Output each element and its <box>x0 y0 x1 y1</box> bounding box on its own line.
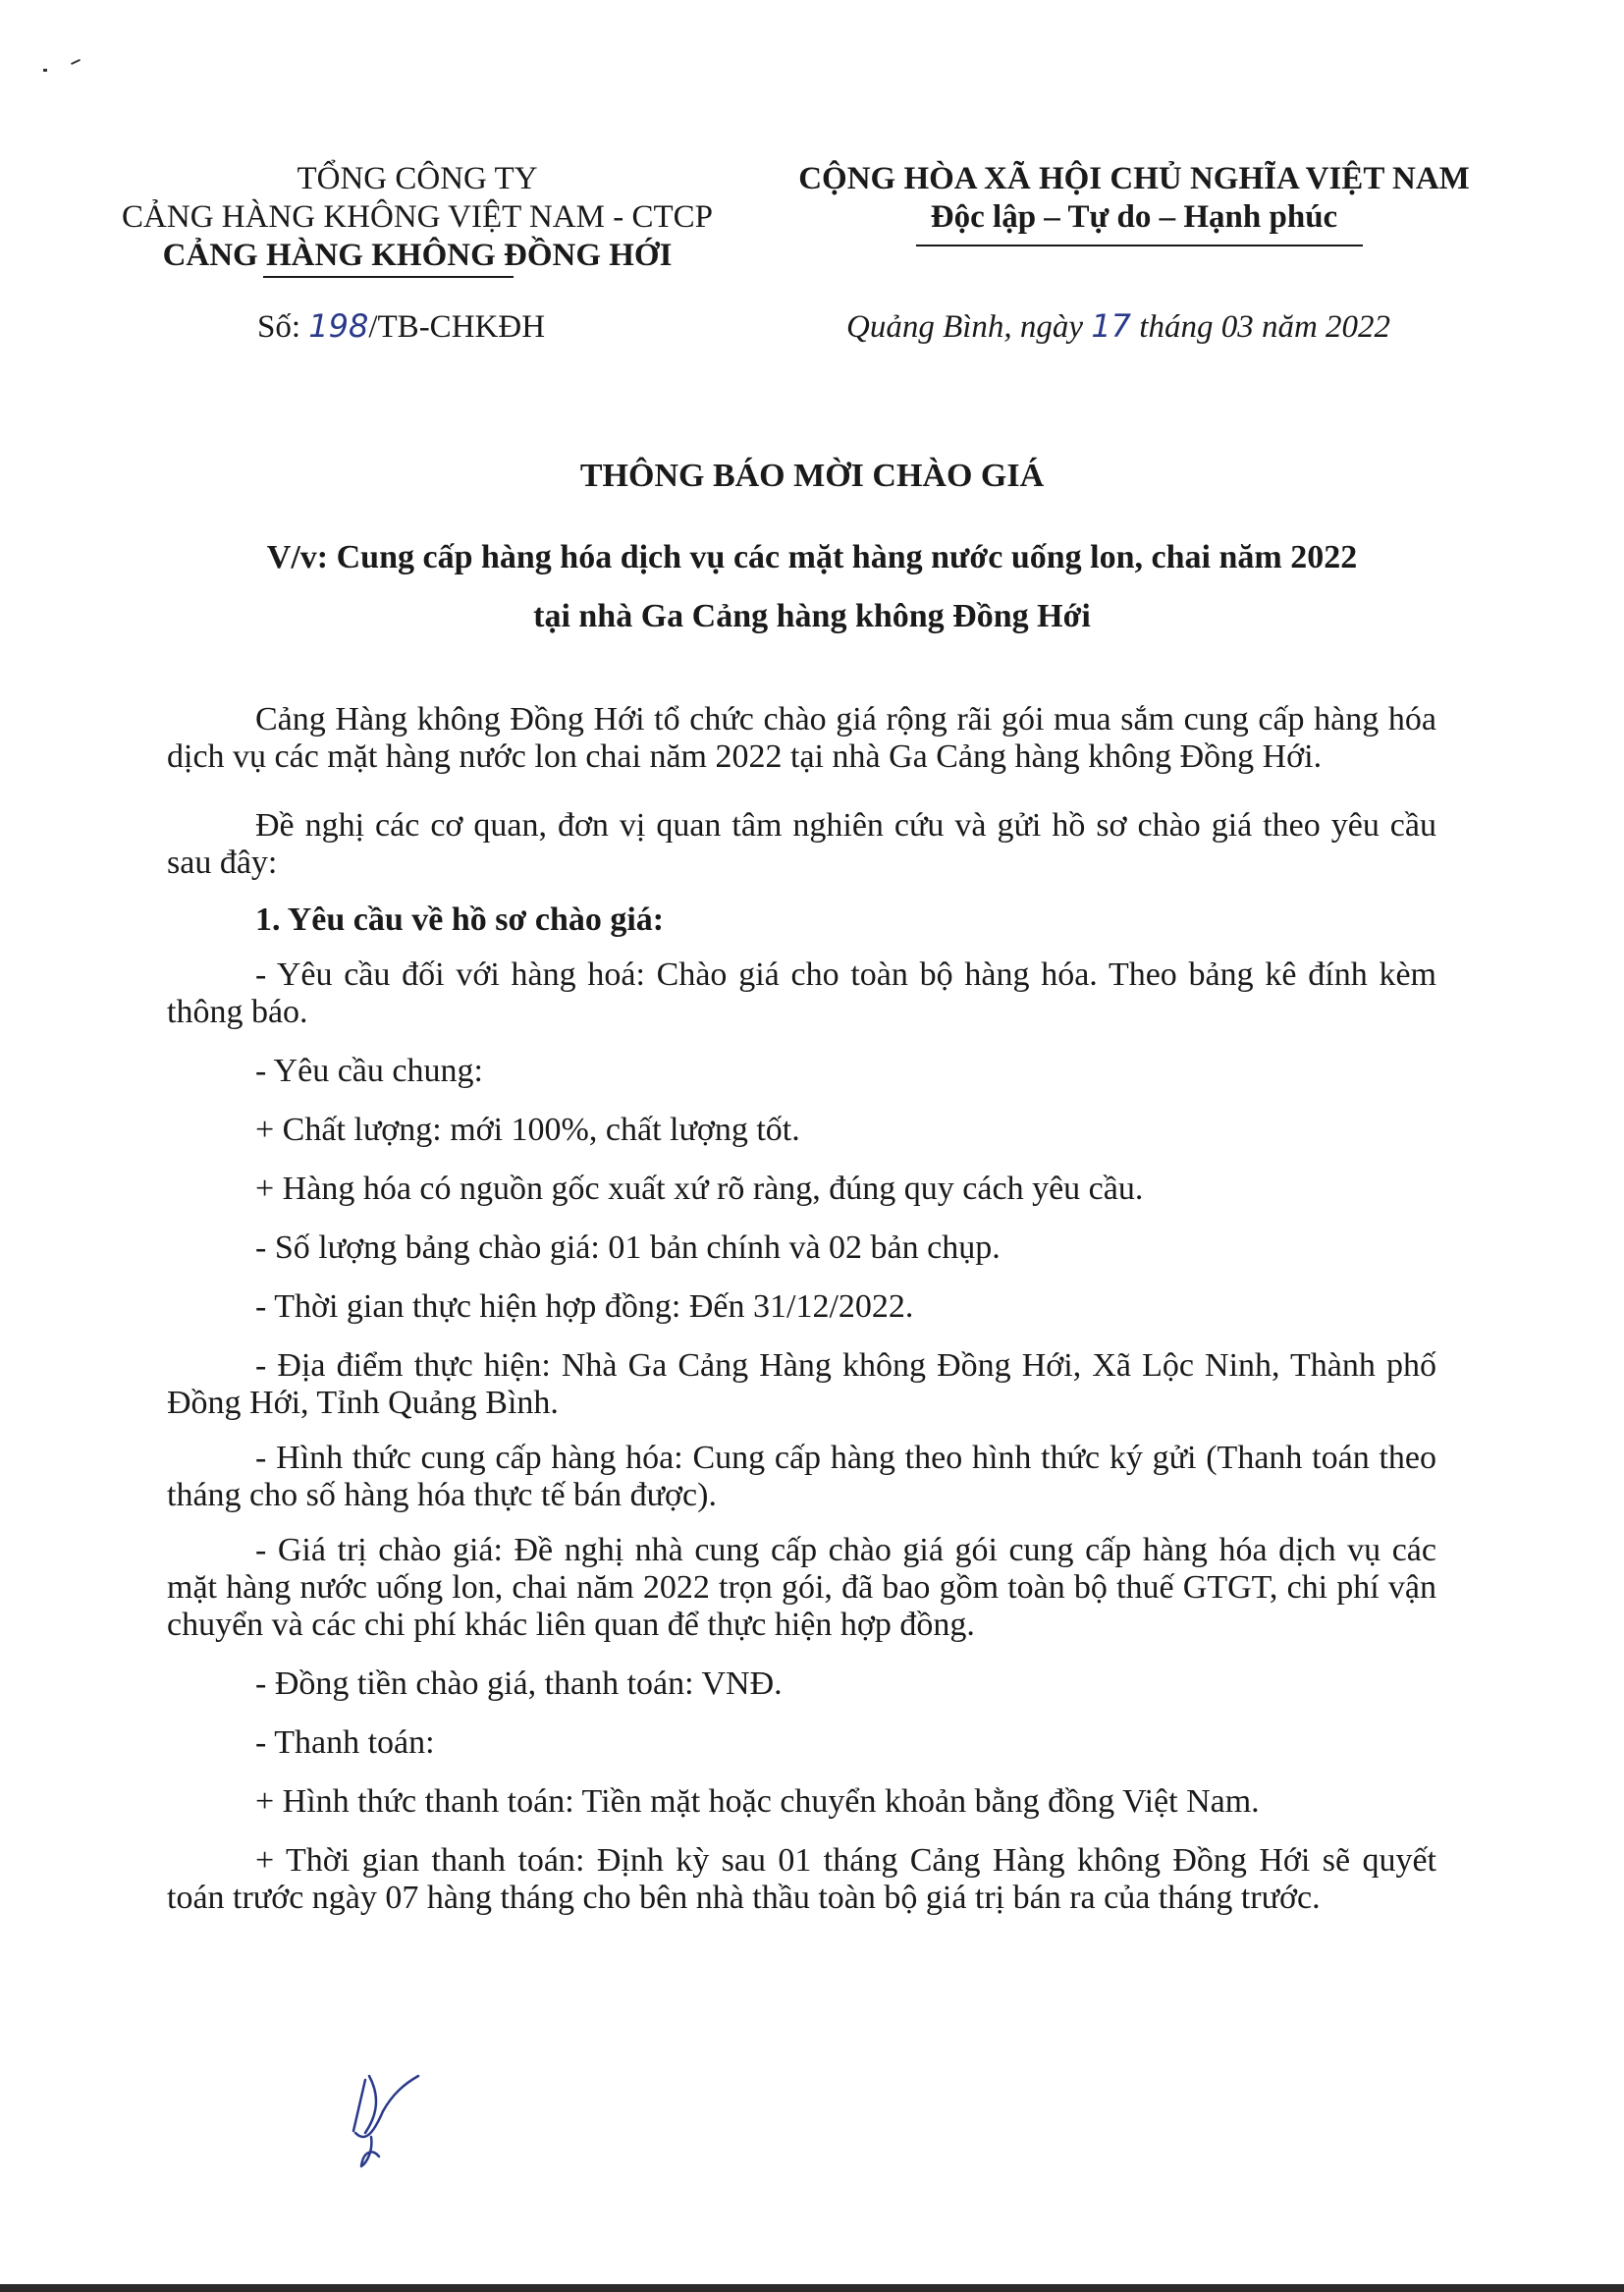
doc-number-prefix: Số: <box>257 309 301 345</box>
national-motto: Độc lập – Tự do – Hạnh phúc <box>930 199 1338 235</box>
header-left-line1: TỔNG CÔNG TY <box>297 161 538 196</box>
scan-speck <box>43 69 47 72</box>
item-general-requirement: - Yêu cầu chung: <box>255 1053 483 1089</box>
item-supply-method: - Hình thức cung cấp hàng hóa: Cung cấp hàng theo hình thức ký gửi (Thanh toán theo tháng cho số hàng hóa thực tế bán được). <box>167 1440 1436 1513</box>
subject-line-2: tại nhà Ga Cảng hàng không Đồng Hới <box>533 598 1091 634</box>
item-payment-method: + Hình thức thanh toán: Tiền mặt hoặc chuyển khoản bằng đồng Việt Nam. <box>255 1783 1260 1820</box>
doc-number-suffix: /TB-CHKĐH <box>368 309 546 345</box>
section-1-heading: 1. Yêu cầu về hồ sơ chào giá: <box>255 901 665 938</box>
item-quote-value: - Giá trị chào giá: Đề nghị nhà cung cấp chào giá gói cung cấp hàng hóa dịch vụ các mặt hàng nước uống lon, chai năm 2022 trọn gói, đã bao gồm toàn bộ thuế GTGT, chi phí vận chuyển và các chi phí khác liên quan để thực hiện hợp đồng. <box>167 1532 1436 1643</box>
item-currency: - Đồng tiền chào giá, thanh toán: VNĐ. <box>255 1665 783 1702</box>
date-line <box>846 306 1390 347</box>
document-body <box>167 701 1436 1917</box>
scan-speck <box>71 59 81 65</box>
item-payment: - Thanh toán: <box>255 1724 435 1761</box>
header-left-line2: CẢNG HÀNG KHÔNG VIỆT NAM - CTCP <box>122 199 713 235</box>
item-origin: + Hàng hóa có nguồn gốc xuất xứ rõ ràng, đúng quy cách yêu cầu. <box>255 1171 1144 1207</box>
header-left-org-name: CẢNG HÀNG KHÔNG ĐỒNG HỚI <box>162 238 673 273</box>
item-quality: + Chất lượng: mới 100%, chất lượng tốt. <box>255 1112 800 1148</box>
intro-paragraph-2: Đề nghị các cơ quan, đơn vị quan tâm nghiên cứu và gửi hồ sơ chào giá theo yêu cầu sau đây: <box>167 807 1436 881</box>
item-payment-time: + Thời gian thanh toán: Định kỳ sau 01 tháng Cảng Hàng không Đồng Hới sẽ quyết toán trước ngày 07 hàng tháng cho bên nhà thầu toàn bộ giá trị bán ra của tháng trước. <box>167 1842 1436 1916</box>
header-left-underline <box>263 276 514 278</box>
date-prefix: Quảng Bình, ngày <box>846 309 1084 345</box>
doc-number <box>257 306 545 347</box>
subject-line-1: V/v: Cung cấp hàng hóa dịch vụ các mặt hàng nước uống lon, chai năm 2022 <box>266 539 1358 575</box>
item-contract-period: - Thời gian thực hiện hợp đồng: Đến 31/12/2022. <box>255 1288 914 1325</box>
date-day-handwritten: 17 <box>1091 307 1132 345</box>
initials-signature-mark <box>344 2072 422 2170</box>
scan-edge <box>0 2284 1624 2292</box>
item-location: - Địa điểm thực hiện: Nhà Ga Cảng Hàng không Đồng Hới, Xã Lộc Ninh, Thành phố Đồng Hới, Tỉnh Quảng Bình. <box>167 1347 1436 1421</box>
date-suffix: tháng 03 năm 2022 <box>1139 309 1391 345</box>
national-title: CỘNG HÒA XÃ HỘI CHỦ NGHĨA VIỆT NAM <box>798 161 1470 196</box>
doc-number-handwritten: 198 <box>308 307 369 345</box>
header-right-underline <box>916 245 1363 246</box>
item-quote-copies: - Số lượng bảng chào giá: 01 bản chính và 02 bản chụp. <box>255 1229 1001 1266</box>
intro-paragraph-1: Cảng Hàng không Đồng Hới tổ chức chào giá rộng rãi gói mua sắm cung cấp hàng hóa dịch vụ các mặt hàng nước lon chai năm 2022 tại nhà Ga Cảng hàng không Đồng Hới. <box>167 701 1436 775</box>
item-goods-requirement: - Yêu cầu đối với hàng hoá: Chào giá cho toàn bộ hàng hóa. Theo bảng kê đính kèm thông báo. <box>167 956 1436 1030</box>
document-title: THÔNG BÁO MỜI CHÀO GIÁ <box>579 458 1045 494</box>
